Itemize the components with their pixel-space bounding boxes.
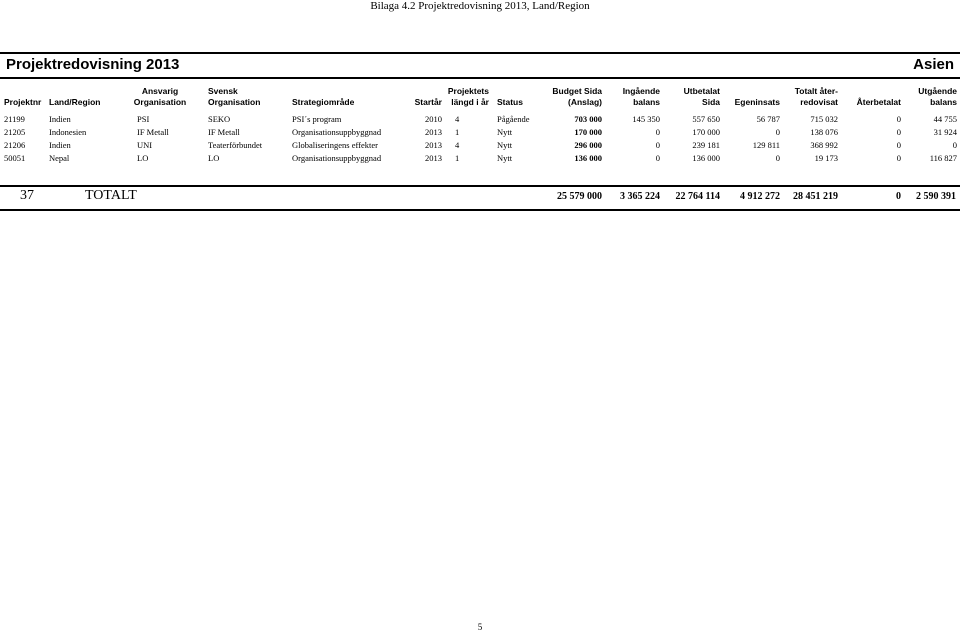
cell-strategi: PSI´s program [292,114,342,124]
cell-egeninsats: 0 [775,153,780,163]
header-ingaende-line2: balans [633,97,660,107]
cell-egeninsats: 0 [775,127,780,137]
cell-ingaende: 0 [655,153,660,163]
cell-status: Nytt [497,140,513,150]
cell-strategi: Organisationsuppbyggnad [292,127,382,137]
cell-aterbetalat: 0 [896,140,901,150]
header-startar: Startår [414,97,442,107]
cell-startar: 2013 [425,127,442,137]
header-aterbetalat: Återbetalat [856,97,901,107]
header-svensk-line1: Svensk [208,86,238,96]
cell-utgaende: 0 [952,140,957,150]
cell-ansvarig: PSI [137,114,150,124]
cell-ansvarig: LO [137,153,149,163]
total-label: TOTALT [85,188,137,203]
cell-ansvarig: UNI [137,140,153,150]
cell-aterredovisat: 138 076 [810,127,838,137]
cell-egeninsats: 129 811 [752,140,780,150]
cell-utbetalat: 136 000 [692,153,720,163]
cell-aterredovisat: 368 992 [810,140,838,150]
cell-budget: 170 000 [574,127,602,137]
cell-aterredovisat: 19 173 [814,153,838,163]
report-title: Projektredovisning 2013 [6,56,180,73]
header-ansvarig-line1: Ansvarig [141,86,179,96]
cell-projektnr: 21199 [4,114,25,124]
cell-status: Nytt [497,127,513,137]
cell-startar: 2013 [425,153,442,163]
header-utbetalat-line1: Utbetalat [683,86,720,96]
cell-egeninsats: 56 787 [756,114,780,124]
header-svensk-line2: Organisation [208,97,261,107]
total-aterbetalat: 0 [896,191,901,202]
document-title: Bilaga 4.2 Projektredovisning 2013, Land/Region [370,0,590,12]
cell-svensk: LO [208,153,220,163]
cell-aterredovisat: 715 032 [810,114,838,124]
region-label: Asien [913,56,954,73]
cell-aterbetalat: 0 [896,153,901,163]
cell-startar: 2013 [425,140,442,150]
total-count: 37 [20,188,34,203]
cell-ingaende: 0 [655,127,660,137]
header-strategi: Strategiområde [292,97,355,107]
total-budget: 25 579 000 [557,191,602,202]
cell-land: Indien [49,140,71,150]
header-budget-line2: (Anslag) [568,97,602,107]
cell-projektnr: 21206 [4,140,26,150]
cell-svensk: SEKO [208,114,231,124]
cell-land: Nepal [49,153,70,163]
cell-strategi: Organisationsuppbyggnad [292,153,382,163]
cell-svensk: IF Metall [208,127,240,137]
cell-status: Nytt [497,153,513,163]
header-utbetalat-line2: Sida [702,97,720,107]
cell-utgaende: 44 755 [933,114,957,124]
header-utgaende-line2: balans [930,97,957,107]
cell-langd: 4 [455,140,460,150]
cell-utgaende: 116 827 [929,153,957,163]
cell-land: Indien [49,114,71,124]
header-land: Land/Region [49,97,101,107]
cell-utgaende: 31 924 [933,127,957,137]
total-utgaende: 2 590 391 [916,191,956,202]
cell-svensk: Teaterförbundet [208,140,263,150]
cell-strategi: Globaliseringens effekter [292,140,378,150]
cell-startar: 2010 [425,114,442,124]
total-utbetalat: 22 764 114 [675,191,720,202]
cell-utbetalat: 239 181 [692,140,720,150]
cell-langd: 1 [455,127,460,137]
total-egeninsats: 4 912 272 [740,191,780,202]
cell-land: Indonesien [49,127,87,137]
cell-projektnr: 21205 [4,127,26,137]
cell-budget: 703 000 [574,114,602,124]
cell-utbetalat: 170 000 [692,127,720,137]
cell-utbetalat: 557 650 [692,114,720,124]
header-egeninsats: Egeninsats [734,97,780,107]
cell-langd: 4 [455,114,460,124]
cell-projektnr: 50051 [4,153,26,163]
cell-ingaende: 145 350 [632,114,660,124]
header-projektnr: Projektnr [4,97,42,107]
cell-budget: 296 000 [574,140,602,150]
total-ingaende: 3 365 224 [620,191,660,202]
cell-aterbetalat: 0 [896,114,901,124]
header-langd-line2: längd i år [451,97,489,107]
header-budget-line1: Budget Sida [552,86,602,96]
report-banner [0,52,960,79]
cell-aterbetalat: 0 [896,127,901,137]
page-number: 5 [477,622,483,632]
header-ansvarig-line2: Organisation [133,97,187,107]
cell-langd: 1 [455,153,460,163]
header-aterredovisat-line1: Totalt åter- [794,86,838,96]
cell-ansvarig: IF Metall [137,127,169,137]
header-ingaende-line1: Ingående [622,86,660,96]
header-langd-line1: Projektets [447,86,489,96]
header-status: Status [497,97,523,107]
cell-status: Pågående [497,114,530,124]
header-aterredovisat-line2: redovisat [800,97,838,107]
cell-budget: 136 000 [574,153,602,163]
total-row [0,185,960,211]
cell-ingaende: 0 [655,140,660,150]
total-aterredovisat: 28 451 219 [793,191,838,202]
header-utgaende-line1: Utgående [918,86,957,96]
